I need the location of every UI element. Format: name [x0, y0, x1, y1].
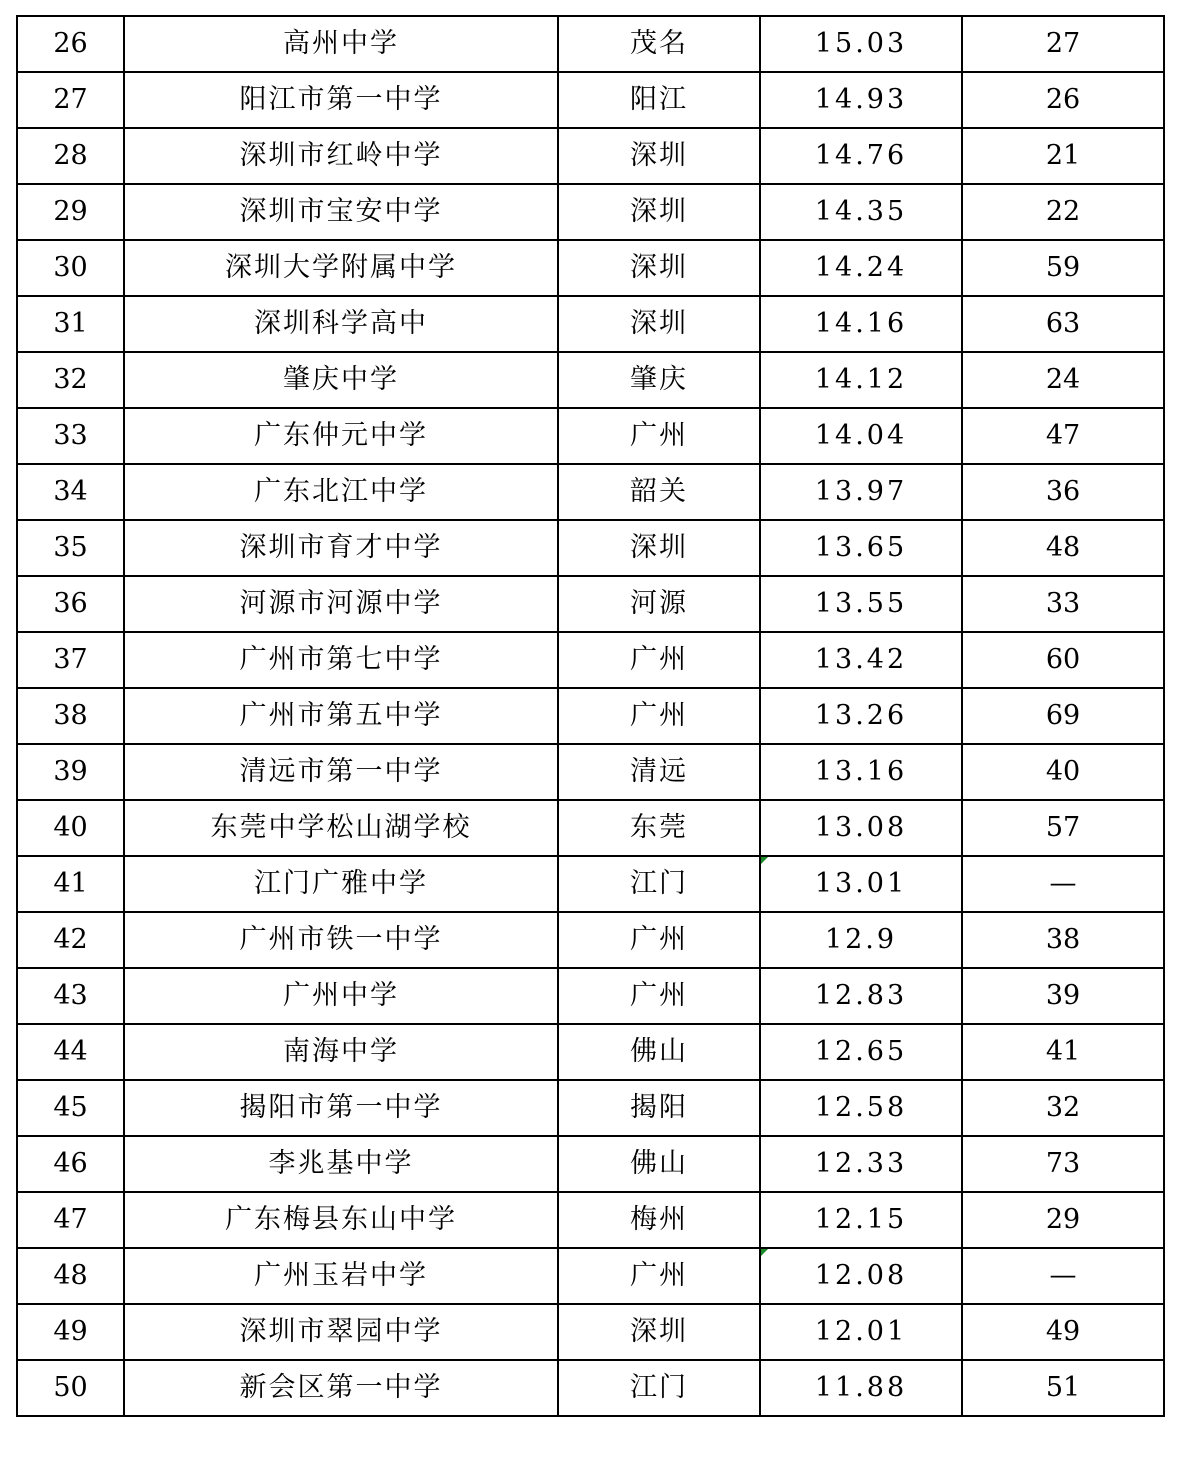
city-cell: [558, 1304, 760, 1360]
score-cell: [760, 72, 962, 128]
school-name-cell-text: 深圳市宝安中学: [239, 196, 443, 227]
table-body: [17, 16, 1164, 1416]
school-name-cell: [124, 1024, 558, 1080]
rank-cell: [17, 1248, 124, 1304]
city-cell-text: 广州: [630, 420, 688, 451]
rank-cell: [17, 352, 124, 408]
score-cell-text: 14.12: [814, 364, 908, 395]
school-name-cell-text: 广州市铁一中学: [239, 924, 443, 955]
previous-rank-cell: [962, 968, 1164, 1024]
previous-rank-cell-text: 22: [1045, 196, 1081, 227]
previous-rank-cell-text: 59: [1045, 252, 1081, 283]
previous-rank-cell-text: 51: [1045, 1372, 1081, 1403]
rank-cell-text: 29: [53, 196, 88, 227]
previous-rank-cell: [962, 1192, 1164, 1248]
score-cell-text: 13.16: [814, 756, 908, 787]
school-name-cell-text: 广州市第五中学: [239, 700, 443, 731]
score-cell: [760, 688, 962, 744]
city-cell: [558, 576, 760, 632]
city-cell: [558, 1024, 760, 1080]
city-cell-text: 深圳: [630, 140, 688, 171]
table-row: [17, 744, 1164, 800]
school-name-cell: [124, 296, 558, 352]
city-cell: [558, 1248, 760, 1304]
school-name-cell-text: 高州中学: [283, 28, 399, 59]
previous-rank-cell: [962, 296, 1164, 352]
school-name-cell: [124, 72, 558, 128]
previous-rank-cell: [962, 744, 1164, 800]
school-name-cell-text: 肇庆中学: [283, 364, 399, 395]
school-name-cell-text: 深圳市翠园中学: [239, 1316, 443, 1347]
school-name-cell-text: 深圳科学高中: [254, 308, 428, 339]
city-cell: [558, 72, 760, 128]
school-name-cell-text: 江门广雅中学: [254, 868, 428, 899]
rank-cell: [17, 72, 124, 128]
city-cell: [558, 688, 760, 744]
city-cell-text: 深圳: [630, 1316, 688, 1347]
previous-rank-cell-text: 39: [1045, 980, 1081, 1011]
previous-rank-cell-text: 38: [1045, 924, 1081, 955]
school-name-cell: [124, 800, 558, 856]
city-cell-text: 肇庆: [630, 364, 688, 395]
previous-rank-cell: [962, 688, 1164, 744]
table-row: [17, 464, 1164, 520]
previous-rank-cell: [962, 1304, 1164, 1360]
score-cell: [760, 408, 962, 464]
school-name-cell-text: 深圳市育才中学: [239, 532, 443, 563]
previous-rank-cell: [962, 856, 1164, 912]
rank-cell-text: 37: [53, 644, 88, 675]
school-name-cell-text: 新会区第一中学: [239, 1372, 443, 1403]
city-cell-text: 东莞: [630, 812, 688, 843]
city-cell: [558, 1136, 760, 1192]
score-cell: [760, 240, 962, 296]
rank-cell-text: 33: [53, 420, 88, 451]
city-cell-text: 佛山: [630, 1036, 688, 1067]
school-name-cell: [124, 1360, 558, 1416]
school-name-cell: [124, 968, 558, 1024]
school-name-cell: [124, 16, 558, 72]
previous-rank-cell: [962, 1248, 1164, 1304]
rank-cell: [17, 464, 124, 520]
previous-rank-cell: [962, 576, 1164, 632]
city-cell-text: 广州: [630, 1260, 688, 1291]
previous-rank-cell-text: 27: [1045, 28, 1081, 59]
school-name-cell-text: 广东仲元中学: [254, 420, 428, 451]
score-cell-text: 12.83: [814, 980, 908, 1011]
city-cell: [558, 800, 760, 856]
previous-rank-cell: [962, 1360, 1164, 1416]
city-cell: [558, 1080, 760, 1136]
table-row: [17, 1248, 1164, 1304]
previous-rank-cell-text: 36: [1045, 476, 1081, 507]
rank-cell-text: 48: [53, 1260, 88, 1291]
school-name-cell-text: 深圳大学附属中学: [225, 252, 457, 283]
rank-cell: [17, 184, 124, 240]
rank-cell-text: 41: [53, 868, 88, 899]
table-row: [17, 800, 1164, 856]
school-name-cell-text: 阳江市第一中学: [239, 84, 443, 115]
previous-rank-cell: [962, 352, 1164, 408]
city-cell: [558, 464, 760, 520]
score-cell: [760, 968, 962, 1024]
table-row: [17, 1360, 1164, 1416]
score-cell-text: 12.65: [814, 1036, 908, 1067]
city-cell: [558, 856, 760, 912]
rank-cell: [17, 856, 124, 912]
table-row: [17, 576, 1164, 632]
previous-rank-cell: [962, 408, 1164, 464]
table-row: [17, 912, 1164, 968]
city-cell: [558, 1360, 760, 1416]
rank-cell-text: 39: [53, 756, 88, 787]
rank-cell-text: 30: [53, 252, 88, 283]
school-name-cell-text: 广州玉岩中学: [254, 1260, 428, 1291]
score-cell: [760, 184, 962, 240]
score-cell: [760, 576, 962, 632]
rank-cell: [17, 408, 124, 464]
table-row: [17, 1304, 1164, 1360]
previous-rank-cell: [962, 240, 1164, 296]
city-cell-text: 深圳: [630, 532, 688, 563]
previous-rank-cell-text: 40: [1045, 756, 1081, 787]
school-name-cell: [124, 632, 558, 688]
table-row: [17, 1080, 1164, 1136]
previous-rank-cell-text: 24: [1045, 364, 1081, 395]
city-cell-text: 梅州: [630, 1204, 688, 1235]
previous-rank-cell-text: 41: [1045, 1036, 1081, 1067]
previous-rank-cell-text: —: [1049, 868, 1077, 899]
rank-cell: [17, 1360, 124, 1416]
school-name-cell: [124, 128, 558, 184]
score-cell-text: 12.33: [814, 1148, 908, 1179]
previous-rank-cell-text: 29: [1045, 1204, 1081, 1235]
city-cell: [558, 16, 760, 72]
city-cell: [558, 240, 760, 296]
rank-cell-text: 49: [53, 1316, 88, 1347]
rank-cell-text: 32: [53, 364, 88, 395]
previous-rank-cell-text: 73: [1045, 1148, 1081, 1179]
previous-rank-cell: [962, 1080, 1164, 1136]
city-cell: [558, 1192, 760, 1248]
school-name-cell: [124, 856, 558, 912]
rank-cell: [17, 1024, 124, 1080]
rank-cell: [17, 1192, 124, 1248]
city-cell: [558, 408, 760, 464]
score-cell-text: 12.9: [824, 924, 898, 955]
score-cell-text: 12.08: [814, 1260, 908, 1291]
table-row: [17, 296, 1164, 352]
previous-rank-cell-text: 33: [1045, 588, 1081, 619]
table-row: [17, 1024, 1164, 1080]
previous-rank-cell: [962, 72, 1164, 128]
rank-cell: [17, 688, 124, 744]
school-name-cell: [124, 184, 558, 240]
city-cell-text: 揭阳: [630, 1092, 688, 1123]
school-name-cell-text: 李兆基中学: [268, 1148, 414, 1179]
city-cell-text: 江门: [630, 868, 688, 899]
school-name-cell: [124, 1304, 558, 1360]
score-cell-text: 15.03: [814, 28, 908, 59]
school-name-cell-text: 揭阳市第一中学: [239, 1092, 443, 1123]
previous-rank-cell: [962, 1136, 1164, 1192]
school-ranking-table: [16, 15, 1165, 1417]
previous-rank-cell-text: 48: [1045, 532, 1081, 563]
score-cell-text: 14.76: [814, 140, 908, 171]
table-row: [17, 352, 1164, 408]
rank-cell-text: 50: [53, 1372, 88, 1403]
rank-cell-text: 36: [53, 588, 88, 619]
score-cell-text: 13.42: [814, 644, 908, 675]
city-cell: [558, 352, 760, 408]
previous-rank-cell: [962, 800, 1164, 856]
score-cell: [760, 1080, 962, 1136]
score-cell: [760, 744, 962, 800]
rank-cell: [17, 912, 124, 968]
score-cell-text: 12.15: [814, 1204, 908, 1235]
previous-rank-cell-text: 69: [1045, 700, 1081, 731]
table-row: [17, 240, 1164, 296]
score-cell-text: 12.01: [814, 1316, 908, 1347]
rank-cell-text: 26: [53, 28, 88, 59]
score-cell-text: 13.65: [814, 532, 908, 563]
score-cell: [760, 1192, 962, 1248]
previous-rank-cell: [962, 184, 1164, 240]
city-cell-text: 深圳: [630, 196, 688, 227]
rank-cell: [17, 128, 124, 184]
city-cell: [558, 128, 760, 184]
school-ranking-sheet: [16, 15, 1165, 1417]
city-cell: [558, 296, 760, 352]
previous-rank-cell-text: 49: [1045, 1316, 1081, 1347]
table-row: [17, 968, 1164, 1024]
rank-cell-text: 42: [53, 924, 88, 955]
city-cell-text: 清远: [630, 756, 688, 787]
city-cell-text: 阳江: [630, 84, 688, 115]
table-row: [17, 128, 1164, 184]
school-name-cell-text: 深圳市红岭中学: [239, 140, 443, 171]
rank-cell: [17, 16, 124, 72]
school-name-cell: [124, 520, 558, 576]
school-name-cell-text: 清远市第一中学: [239, 756, 443, 787]
previous-rank-cell-text: 32: [1045, 1092, 1081, 1123]
score-cell-text: 14.04: [814, 420, 908, 451]
school-name-cell-text: 南海中学: [283, 1036, 399, 1067]
city-cell-text: 广州: [630, 924, 688, 955]
score-cell-text: 14.93: [814, 84, 908, 115]
score-cell: [760, 1136, 962, 1192]
previous-rank-cell-text: 26: [1045, 84, 1081, 115]
score-cell-text: 14.24: [814, 252, 908, 283]
rank-cell-text: 31: [53, 308, 88, 339]
school-name-cell: [124, 1080, 558, 1136]
rank-cell: [17, 520, 124, 576]
rank-cell-text: 43: [53, 980, 88, 1011]
previous-rank-cell-text: 57: [1045, 812, 1081, 843]
score-cell-text: 13.08: [814, 812, 908, 843]
rank-cell: [17, 1304, 124, 1360]
table-row: [17, 632, 1164, 688]
cell-comment-indicator-icon: [761, 1249, 768, 1256]
score-cell-text: 14.35: [814, 196, 908, 227]
school-name-cell-text: 广东梅县东山中学: [225, 1204, 457, 1235]
score-cell-text: 13.26: [814, 700, 908, 731]
school-name-cell: [124, 408, 558, 464]
rank-cell-text: 47: [53, 1204, 88, 1235]
rank-cell: [17, 576, 124, 632]
school-name-cell-text: 广州中学: [283, 980, 399, 1011]
city-cell-text: 佛山: [630, 1148, 688, 1179]
score-cell-text: 12.58: [814, 1092, 908, 1123]
city-cell: [558, 632, 760, 688]
city-cell-text: 韶关: [630, 476, 688, 507]
previous-rank-cell-text: 60: [1045, 644, 1081, 675]
rank-cell: [17, 1080, 124, 1136]
score-cell: [760, 128, 962, 184]
school-name-cell: [124, 464, 558, 520]
score-cell-text: 13.01: [814, 868, 908, 899]
previous-rank-cell: [962, 16, 1164, 72]
rank-cell: [17, 800, 124, 856]
city-cell-text: 河源: [630, 588, 688, 619]
rank-cell-text: 27: [53, 84, 88, 115]
school-name-cell: [124, 576, 558, 632]
school-name-cell: [124, 240, 558, 296]
score-cell: [760, 352, 962, 408]
score-cell: [760, 16, 962, 72]
previous-rank-cell: [962, 632, 1164, 688]
school-name-cell-text: 广州市第七中学: [239, 644, 443, 675]
city-cell: [558, 184, 760, 240]
school-name-cell-text: 河源市河源中学: [239, 588, 443, 619]
previous-rank-cell: [962, 520, 1164, 576]
score-cell: [760, 464, 962, 520]
table-row: [17, 856, 1164, 912]
rank-cell: [17, 632, 124, 688]
city-cell-text: 茂名: [630, 28, 688, 59]
previous-rank-cell: [962, 912, 1164, 968]
rank-cell: [17, 296, 124, 352]
rank-cell-text: 45: [53, 1092, 88, 1123]
city-cell-text: 深圳: [630, 308, 688, 339]
table-row: [17, 184, 1164, 240]
score-cell: [760, 912, 962, 968]
score-cell: [760, 1024, 962, 1080]
table-row: [17, 1192, 1164, 1248]
score-cell: [760, 1360, 962, 1416]
previous-rank-cell: [962, 128, 1164, 184]
rank-cell: [17, 1136, 124, 1192]
score-cell-text: 14.16: [814, 308, 908, 339]
city-cell: [558, 912, 760, 968]
city-cell-text: 广州: [630, 700, 688, 731]
table-row: [17, 16, 1164, 72]
rank-cell-text: 40: [53, 812, 88, 843]
table-row: [17, 520, 1164, 576]
score-cell-text: 11.88: [814, 1372, 908, 1403]
city-cell: [558, 520, 760, 576]
score-cell: [760, 296, 962, 352]
previous-rank-cell: [962, 1024, 1164, 1080]
score-cell-text: 13.97: [814, 476, 908, 507]
previous-rank-cell-text: 21: [1045, 140, 1081, 171]
table-row: [17, 1136, 1164, 1192]
score-cell: [760, 1304, 962, 1360]
city-cell-text: 深圳: [630, 252, 688, 283]
school-name-cell-text: 东莞中学松山湖学校: [210, 812, 472, 843]
school-name-cell: [124, 1192, 558, 1248]
rank-cell: [17, 240, 124, 296]
school-name-cell: [124, 912, 558, 968]
previous-rank-cell-text: —: [1049, 1260, 1077, 1291]
score-cell: [760, 800, 962, 856]
previous-rank-cell-text: 47: [1045, 420, 1081, 451]
rank-cell: [17, 968, 124, 1024]
rank-cell-text: 34: [53, 476, 88, 507]
city-cell-text: 广州: [630, 980, 688, 1011]
score-cell-text: 13.55: [814, 588, 908, 619]
score-cell: [760, 632, 962, 688]
score-cell: [760, 856, 962, 912]
table-row: [17, 72, 1164, 128]
table-row: [17, 688, 1164, 744]
cell-comment-indicator-icon: [761, 857, 768, 864]
previous-rank-cell: [962, 464, 1164, 520]
rank-cell-text: 38: [53, 700, 88, 731]
score-cell: [760, 1248, 962, 1304]
score-cell: [760, 520, 962, 576]
school-name-cell: [124, 744, 558, 800]
table-row: [17, 408, 1164, 464]
city-cell-text: 江门: [630, 1372, 688, 1403]
school-name-cell: [124, 688, 558, 744]
school-name-cell: [124, 1136, 558, 1192]
school-name-cell: [124, 352, 558, 408]
city-cell: [558, 744, 760, 800]
previous-rank-cell-text: 63: [1045, 308, 1081, 339]
rank-cell: [17, 744, 124, 800]
rank-cell-text: 46: [53, 1148, 88, 1179]
school-name-cell: [124, 1248, 558, 1304]
rank-cell-text: 35: [53, 532, 88, 563]
rank-cell-text: 44: [53, 1036, 88, 1067]
city-cell-text: 广州: [630, 644, 688, 675]
rank-cell-text: 28: [53, 140, 88, 171]
school-name-cell-text: 广东北江中学: [254, 476, 428, 507]
city-cell: [558, 968, 760, 1024]
